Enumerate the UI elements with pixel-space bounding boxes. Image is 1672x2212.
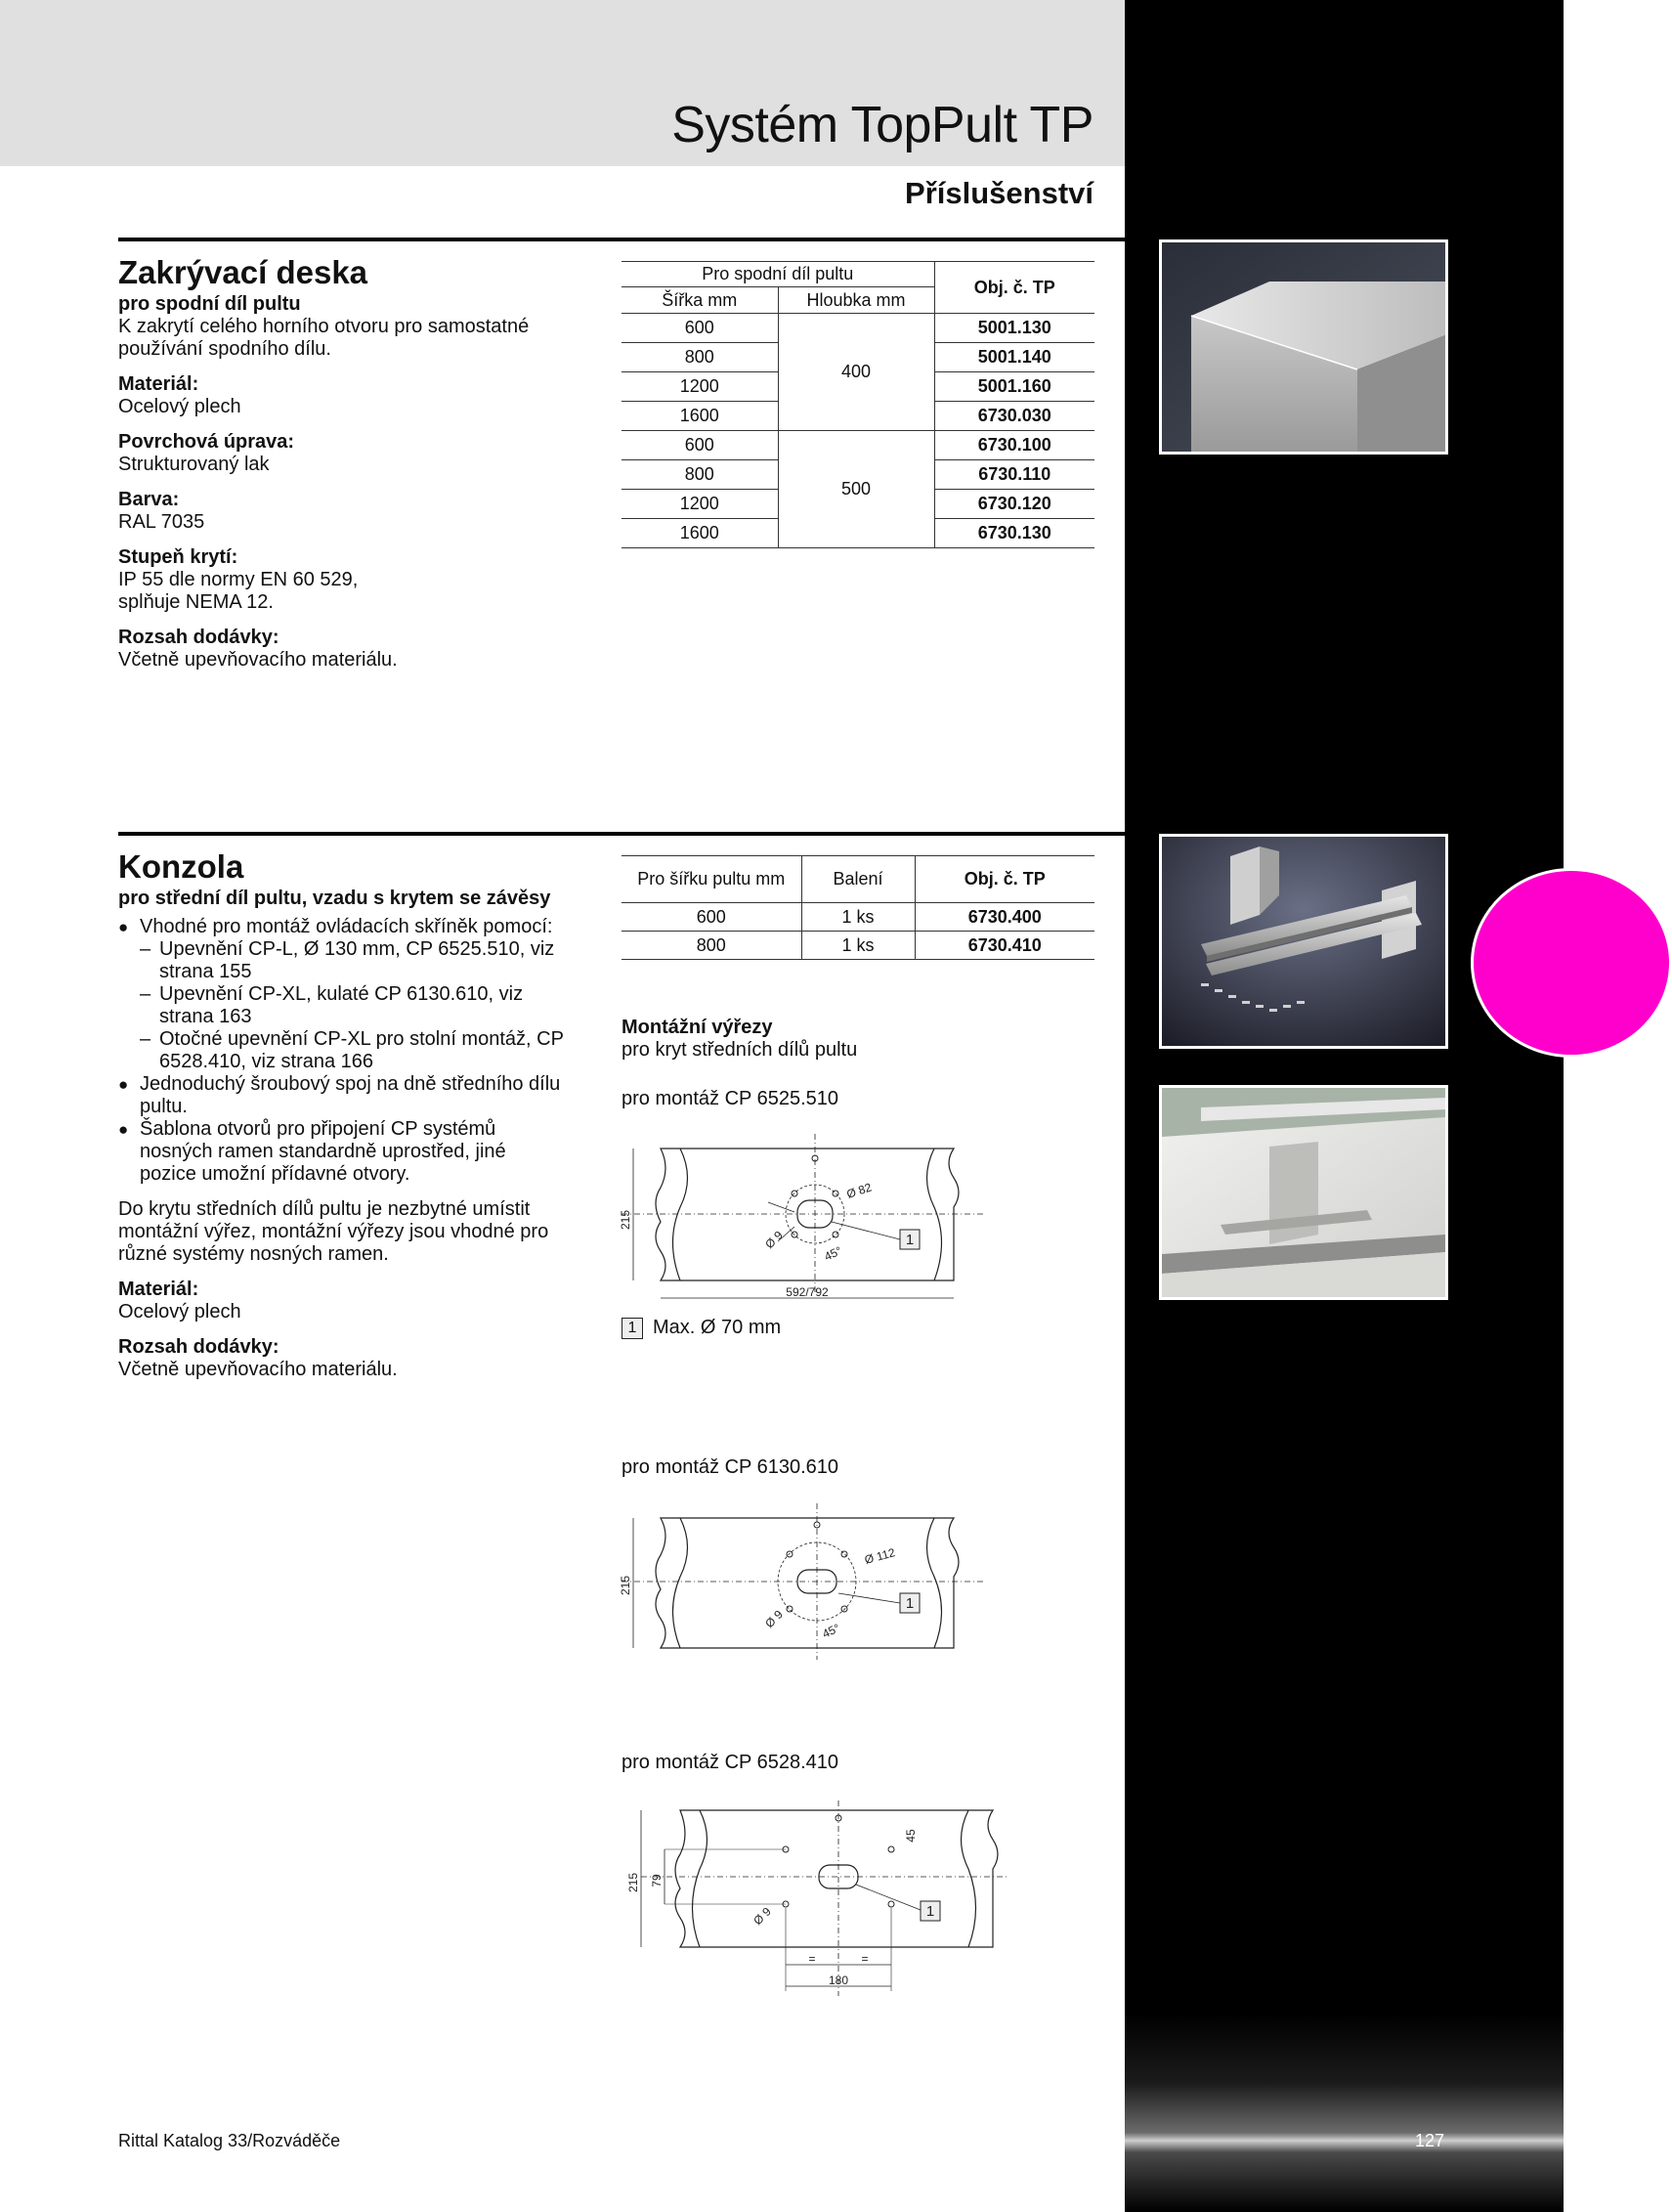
spec-label: Stupeň krytí: — [118, 546, 238, 568]
table-cell: 600 — [622, 314, 778, 343]
list-item-text: Vhodné pro montáž ovládacích skříněk pomocí: — [140, 916, 553, 937]
cutout-diagram-2 — [619, 1503, 993, 1665]
section-title: Zakrývací deska — [118, 254, 368, 290]
list-item: – Otočné upevnění CP-XL pro stolní montáž, CP 6528.410, viz strana 166 — [140, 1028, 589, 1073]
dim-width: 592/792 — [786, 1285, 829, 1299]
table-header-width: Pro šířku pultu mm — [622, 856, 801, 903]
table-cell: 6730.100 — [934, 431, 1094, 460]
spec-label: Rozsah dodávky: — [118, 627, 279, 648]
order-table-cover-plate — [622, 261, 1094, 548]
section-subtitle: pro střední díl pultu, vzadu s krytem se závěsy — [118, 888, 551, 909]
spec-value: Včetně upevňovacího materiálu. — [118, 1359, 398, 1380]
dim-equal-right: = — [861, 1952, 869, 1966]
table-cell: 1600 — [622, 519, 778, 548]
table-row — [622, 314, 1094, 343]
dim-width: 180 — [828, 1973, 849, 1987]
spec-label: Rozsah dodávky: — [118, 1336, 279, 1358]
spec-label: Barva: — [118, 489, 180, 510]
order-table — [622, 855, 1094, 960]
dim-hole: Ø 9 — [762, 1607, 786, 1631]
console-parts-photo — [1159, 834, 1448, 1049]
section-paragraph: Do krytu středních dílů pultu je nezbytné umístit montážní výřez, montážní výřezy jsou vhodné pro různé systémy nosných ramen. — [118, 1198, 549, 1265]
cutout-note — [622, 1317, 781, 1339]
note-text: Max. Ø 70 mm — [653, 1317, 782, 1338]
table-cell: 6730.130 — [934, 519, 1094, 548]
dim-angle: 45° — [820, 1621, 842, 1641]
table-cell: 1200 — [622, 490, 778, 519]
table-cell-depth: 400 — [778, 314, 934, 431]
spec-value: RAL 7035 — [118, 511, 205, 533]
table-cell: 6730.410 — [915, 932, 1094, 960]
diagram-caption: pro montáž CP 6528.410 — [622, 1752, 839, 1773]
cutouts-subtitle: pro kryt středních dílů pultu — [622, 1039, 858, 1061]
table-cell: 1200 — [622, 372, 778, 402]
table-cell: 6730.120 — [934, 490, 1094, 519]
page-subtitle: Příslušenství — [905, 176, 1093, 210]
side-panel-glow — [1125, 2014, 1564, 2212]
table-cell: 1600 — [622, 402, 778, 431]
table-cell: 6730.030 — [934, 402, 1094, 431]
dim-vertical-offset: 45 — [904, 1829, 918, 1843]
section-divider — [118, 832, 1125, 836]
table-cell: 6730.400 — [915, 903, 1094, 932]
table-header-pack: Balení — [801, 856, 915, 903]
table-row — [622, 431, 1094, 460]
table-header-depth: Hloubka mm — [778, 287, 934, 314]
table-cell: 5001.130 — [934, 314, 1094, 343]
list-item: ● Jednoduchý šroubový spoj na dně středního dílu pultu. — [118, 1073, 570, 1118]
diagram-caption: pro montáž CP 6525.510 — [622, 1088, 839, 1109]
list-item: ● Šablona otvorů pro připojení CP systémů nosných ramen standardně uprostřed, jiné pozice umožní přídavné otvory. — [118, 1118, 560, 1186]
cover-plate-photo — [1159, 239, 1448, 455]
dim-diameter: Ø 82 — [844, 1180, 874, 1201]
table-row — [622, 932, 1094, 960]
note-marker: 1 — [925, 1903, 935, 1920]
list-item: – Upevnění CP-L, Ø 130 mm, CP 6525.510, viz strana 155 — [140, 938, 570, 983]
list-item: – Upevnění CP-XL, kulaté CP 6130.610, viz strana 163 — [140, 983, 531, 1028]
section-description: K zakrytí celého horního otvoru pro samostatné používání spodního dílu. — [118, 316, 530, 360]
diagram-caption: pro montáž CP 6130.610 — [622, 1456, 839, 1478]
dim-hole: Ø 9 — [750, 1904, 774, 1929]
dim-angle: 45° — [822, 1243, 844, 1264]
table-cell: 5001.140 — [934, 343, 1094, 372]
table-header-order: Obj. č. TP — [934, 262, 1094, 314]
dim-equal-left: = — [808, 1952, 816, 1966]
console-interior-photo — [1159, 1085, 1448, 1300]
spec-value: IP 55 dle normy EN 60 529, splňuje NEMA 12. — [118, 569, 359, 613]
order-table-console — [622, 855, 1094, 960]
footer-catalog: Rittal Katalog 33/Rozváděče — [118, 2131, 341, 2150]
table-header-width: Šířka mm — [622, 287, 778, 314]
section-subtitle: pro spodní díl pultu — [118, 293, 301, 315]
feature-list — [118, 916, 597, 1186]
dim-height-inner: 79 — [650, 1874, 664, 1887]
spec-value: Strukturovaný lak — [118, 454, 270, 475]
section-cover-plate — [118, 254, 597, 672]
order-table — [622, 261, 1094, 548]
cutouts-title: Montážní výřezy — [622, 1017, 773, 1038]
spec-label: Povrchová úprava: — [118, 431, 295, 453]
spec-value: Včetně upevňovacího materiálu. — [118, 649, 398, 671]
section-tab-marker — [1471, 868, 1672, 1058]
table-group-header: Pro spodní díl pultu — [622, 262, 934, 287]
section-console — [118, 848, 597, 1381]
table-cell-depth: 500 — [778, 431, 934, 548]
dim-diameter: Ø 112 — [863, 1545, 897, 1567]
cutout-diagram-1 — [619, 1134, 993, 1310]
spec-label: Materiál: — [118, 1279, 199, 1300]
spec-label: Materiál: — [118, 373, 199, 395]
table-cell: 6730.110 — [934, 460, 1094, 490]
section-title: Konzola — [118, 848, 244, 885]
page-title: Systém TopPult TP — [671, 97, 1093, 153]
spec-value: Ocelový plech — [118, 1301, 241, 1323]
list-item — [118, 916, 597, 1073]
dim-height: 215 — [619, 1209, 632, 1231]
cutout-diagram-3 — [622, 1800, 1012, 2001]
dim-hole: Ø 9 — [762, 1228, 786, 1252]
note-marker: 1 — [905, 1595, 915, 1612]
dim-height: 215 — [626, 1872, 640, 1893]
table-cell: 1 ks — [801, 932, 915, 960]
page-number: 127 — [1415, 2131, 1445, 2150]
table-row — [622, 903, 1094, 932]
table-cell: 600 — [622, 903, 801, 932]
table-header-order: Obj. č. TP — [915, 856, 1094, 903]
table-cell: 800 — [622, 343, 778, 372]
section-divider — [118, 238, 1125, 241]
note-marker: 1 — [622, 1318, 643, 1339]
table-cell: 800 — [622, 932, 801, 960]
table-cell: 600 — [622, 431, 778, 460]
table-cell: 1 ks — [801, 903, 915, 932]
sub-list — [140, 938, 597, 1073]
table-cell: 5001.160 — [934, 372, 1094, 402]
note-marker: 1 — [905, 1232, 915, 1248]
table-cell: 800 — [622, 460, 778, 490]
dim-height: 215 — [619, 1575, 632, 1596]
spec-value: Ocelový plech — [118, 396, 241, 417]
